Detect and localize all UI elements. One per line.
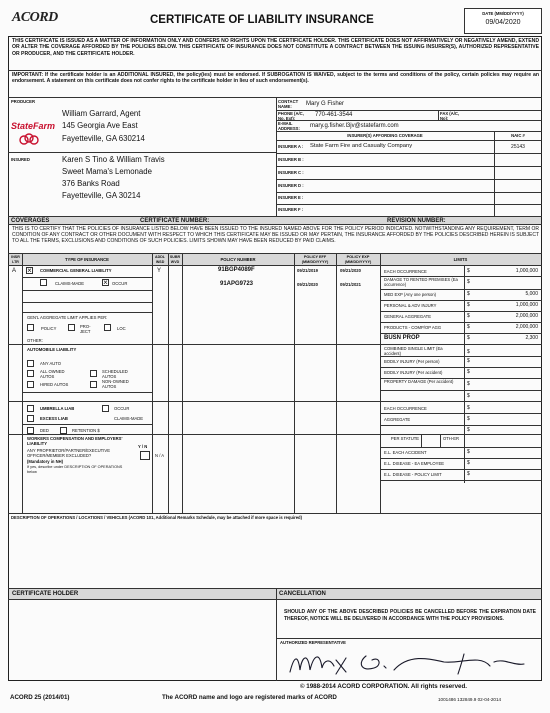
date-box [464, 8, 542, 34]
contact-name-label: CONTACT NAME: [278, 99, 299, 109]
project-checkbox[interactable] [68, 324, 75, 331]
occur-label: OCCUR [112, 281, 128, 286]
naic-label: NAIC # [511, 133, 525, 138]
authorized-signature [284, 646, 532, 680]
retention-checkbox[interactable] [60, 427, 67, 434]
phone-label: PHONE (A/C, No, Ext): [278, 111, 304, 121]
gl-limit-value: 2,000,000 [515, 324, 538, 330]
certificate-page: ACORD CERTIFICATE OF LIABILITY INSURANCE DATE (MM/DD/YYYY) 09/04/2020 THIS CERTIFICATE IS ISSUED AS A MATTER OF INFORMATION ONLY AND CONFERS NO RIGHTS UPON THE CERTIFICATE HOLDER. THIS CERTIFICATE DOES NOT AFFIRMATIVELY OR NEGATIVELY AMEND, EXTEND OR ALTER THE COVERAGE AFFORDED BY THE POLICIES BELOW. THIS CERTIFICATE OF INSURANCE DOES NOT CONSTITUTE A CONTRACT BETWEEN THE ISSUING INSURER(S), AUTHORIZED REPRESENTATIVE OR PRODUCER, AND THE CERTIFICATE HOLDER. IMPORTANT: If the certificate holder is an ADDITIONAL INSURED, the policy(ies) must be endorsed. If SUBROGATION IS WAIVED, subject to the terms and conditions of the policy, certain policies may require an endorsement. A statement on this certificate does not confer rights to the certificate holder in lieu of such endorsement(s). PRODUCER StateFarm William Garrard, Agent 145 Georgia Ave East Fayetteville, GA 630214 CONTACT NAME: Mary G Fisher PHONE (A/C, No, Ext): 770-461-3544 FAX (A/C, No): E-MAIL ADDRESS: mary.g.fisher.l3jv@statefarm.com INSURER(S) AFFORDING COVERAGE NAIC # INSURER A : State Farm Fire and Casualty Company 25143 INSURER B : INSURER C : INSURER D : INSURER E : INSURER F : INSURED Karen S Tino & William Travis Sweet Mama's Lemonade 376 Banks Road Fayetteville, GA 30214 COVERAGES CERTIFICATE NUMBER: REVISION NUMBER: THIS IS TO CERTIFY THAT THE POLICIES OF INSURANCE LISTED BELOW HAVE BEEN ISSUED TO THE INSURED NAMED ABOVE FOR THE POLICY PERIOD INDICATED. NOTWITHSTANDING ANY REQUIREMENT, TERM OR CONDITION OF ANY CONTRACT OR OTHER DOCUMENT WITH RESPECT TO WHICH THIS CERTIFICATE MAY BE ISSUED OR MAY PERTAIN, THE INSURANCE AFFORDED BY THE POLICIES DESCRIBED HEREIN IS SUBJECT TO ALL THE TERMS, EXCLUSIONS AND CONDITIONS OF SUCH POLICIES. LIMITS SHOWN MAY HAVE BEEN REDUCED BY PAID CLAIMS. INSR LTR TYPE OF INSURANCE ADDL INSD SUBR WVD POLICY NUMBER POLICY EFF (MM/DD/YYYY) POLICY EXP (MM/DD/YYYY) LIMITS A × COMMERCIAL GENERAL LIABILITY CLAIMS-MADE × OCCUR GEN'L AGGREGATE LIMIT APPLIES PER: POLICY PRO-JECT LOC OTHER: Y 91BGP4089F 09/21/2019 09/21/2020 91APG9723 09/21/2020 09/21/2021 EACH OCCURRENCE $ 1,000,000 DAMAGE TO RENTED PREMISES (Ea occurrence) $ MED EXP (Any one person) $ 5,000 PERSONAL & ADV INJURY $ 1,000,000 GENERAL AGGREGATE $ 2,000,000 PRODUCTS - COMP/OP AGG $ 2,000,000 BUSN PROP $ 2,300 AUTOMOBILE LIABILITY ANY AUTO ALL OWNED AUTOS SCHEDULED AUTOS HIRED AUTOS NON-OWNED AUTOS COMBINED SINGLE LIMIT (Ea accident) $ BODILY INJURY (Per person) $ BODILY INJURY (Per accident) $ PROPERTY DAMAGE (Per accident) $ $ UMBRELLA LIAB OCCUR EXCESS LIAB CLAIMS-MADE DED RETENTION $ EACH OCCURRENCE $ AGGREGATE $ $ WORKERS COMPENSATION AND EMPLOYERS' LIABILITY Y / N ANY PROPRIETOR/PARTNER/EXECUTIVE OFFICER/MEMBER EXCLUDED? (Mandatory in NH) If yes, describe under DESCRIPTION OF OPERATIONS below N / A PER STATUTE OTH-ER E.L. EACH ACCIDENT $ E.L. DISEASE - EA EMPLOYEE $ E.L. DISEASE - POLICY LIMIT $ DESCRIPTION OF OPERATIONS / LOCATIONS / VEHICLES (ACORD 101, Additional Remarks Schedule, may be attached if more space is required) CERTIFICATE HOLDER CANCELLATION SHOULD ANY OF THE ABOVE DESCRIBED POLICIES BE CANCELLED BEFORE THE EXPIRATION DATE THEREOF, NOTICE WILL BE DELIVERED IN ACCORDANCE WITH THE POLICY PROVISIONS. AUTHORIZED REPRESENTATIVE © 1988-2014 ACORD CORPORATION. All rights reserved. ACORD 25 (2014/01) The ACORD name and logo are registered marks of ACORD 1001486 132849.9 02-04-2014 [0, 0, 550, 713]
insurer-e-label: INSURER E : [278, 195, 304, 200]
producer-line-1: William Garrard, Agent [62, 109, 141, 118]
insurer-c-label: INSURER C : [278, 170, 304, 175]
umbrella-occur-label: OCCUR [114, 406, 130, 411]
retention-label: RETENTION $ [72, 428, 100, 433]
gl-checkbox[interactable]: × [27, 266, 32, 275]
workers-desc: ANY PROPRIETOR/PARTNER/EXECUTIVE OFFICER/MEMBER EXCLUDED? [27, 448, 110, 458]
gl-limit-value: 1,000,000 [515, 268, 538, 274]
umbrella-limit-label: AGGREGATE [384, 417, 411, 422]
gl-policy-1: 91BGP4089F [218, 267, 255, 273]
holder-label: CERTIFICATE HOLDER [12, 591, 79, 597]
form-code: 1001486 132849.9 02-04-2014 [438, 697, 502, 702]
umbrella-limit-label: EACH OCCURRENCE [384, 406, 427, 411]
workers-mandatory: (Mandatory in NH) [27, 459, 64, 464]
cert-number-label: CERTIFICATE NUMBER: [140, 218, 210, 224]
insured-line-4: Fayetteville, GA 30214 [62, 191, 141, 200]
gl-policy-2: 91APG9723 [220, 281, 254, 287]
insured-line-2: Sweet Mama's Lemonade [62, 167, 152, 176]
coverages-label: COVERAGES [11, 218, 50, 224]
intro-notice: THIS CERTIFICATE IS ISSUED AS A MATTER OF INFORMATION ONLY AND CONFERS NO RIGHTS UPON THE CERTIFICATE HOLDER. THIS CERTIFICATE DOES NOT AFFIRMATIVELY OR NEGATIVELY AMEND, EXTEND OR ALTER THE COVERAGE AFFORDED BY THE POLICIES BELOW. THIS CERTIFICATE OF INSURANCE DOES NOT CONSTITUTE A CONTRACT BETWEEN THE ISSUING INSURER(S), AUTHORIZED REPRESENTATIVE OR PRODUCER, AND THE CERTIFICATE HOLDER. [12, 38, 539, 57]
loc-checkbox[interactable] [104, 324, 111, 331]
producer-line-2: 145 Georgia Ave East [62, 121, 138, 130]
gl-limit-label: EACH OCCURRENCE [384, 269, 427, 274]
gl-limit-value: 5,000 [525, 291, 538, 297]
gl-limit-label: GENERAL AGGREGATE [384, 314, 432, 319]
col-subr: SUBR WVD [169, 255, 181, 264]
loc-opt: LOC [117, 326, 126, 331]
insurer-d-label: INSURER D : [278, 183, 304, 188]
gl-label: COMMERCIAL GENERAL LIABILITY [40, 268, 112, 273]
statefarm-logo: StateFarm [11, 121, 56, 131]
scheduled-label: SCHEDULED AUTOS [102, 369, 128, 379]
email-value: mary.g.fisher.l3jv@statefarm.com [310, 123, 399, 129]
policy-checkbox[interactable] [27, 324, 34, 331]
col-type: TYPE OF INSURANCE [65, 257, 109, 262]
description-label: DESCRIPTION OF OPERATIONS / LOCATIONS / VEHICLES (ACORD 101, Additional Remarks Schedule, may be attached if more space is required) [11, 515, 303, 520]
workers-na: N / A [155, 453, 165, 458]
gl-exp-2: 09/21/2021 [340, 282, 361, 287]
auto-limit-label: PROPERTY DAMAGE (Per accident) [384, 379, 454, 384]
gen-agg-label: GEN'L AGGREGATE LIMIT APPLIES PER: [27, 315, 108, 320]
claims-made-checkbox[interactable] [40, 279, 47, 286]
form-number: ACORD 25 (2014/01) [10, 694, 70, 701]
revision-number-label: REVISION NUMBER: [387, 218, 446, 224]
umbrella-claims-made-label: CLAIMS-MADE [114, 416, 144, 421]
copyright: © 1988-2014 ACORD CORPORATION. All rights reserved. [300, 683, 467, 690]
insurer-a-name: State Farm Fire and Casualty Company [310, 143, 413, 149]
producer-label: PRODUCER [11, 99, 35, 104]
oth-er-label: OTH-ER [442, 436, 460, 441]
insurers-header: INSURER(S) AFFORDING COVERAGE [347, 133, 423, 138]
workers-limit-label: E.L. EACH ACCIDENT [384, 450, 427, 455]
any-auto-checkbox[interactable] [27, 360, 34, 367]
workers-yn: Y / N [138, 444, 148, 449]
col-eff: POLICY EFF (MM/DD/YYYY) [301, 255, 329, 264]
scheduled-checkbox[interactable] [90, 370, 97, 377]
workers-limit-label: E.L. DISEASE - EA EMPLOYEE [384, 461, 445, 466]
claims-made-label: CLAIMS-MADE [55, 281, 85, 286]
occur-checkbox[interactable]: × [103, 278, 108, 287]
gl-limit-value: 2,000,000 [515, 313, 538, 319]
trademark: The ACORD name and logo are registered marks of ACORD [162, 694, 337, 701]
gl-limit-value: 1,000,000 [515, 302, 538, 308]
contact-name: Mary G Fisher [306, 101, 345, 107]
ded-label: DED [40, 428, 49, 433]
cancellation-label: CANCELLATION [279, 591, 326, 597]
workers-describe: If yes, describe under DESCRIPTION OF OPERATIONS below [27, 465, 123, 474]
hired-label: HIRED AUTOS [40, 382, 69, 387]
umbrella-occur-checkbox[interactable] [102, 405, 109, 412]
insurer-a-label: INSURER A : [278, 144, 304, 149]
excess-label: EXCESS LIAB [40, 416, 68, 421]
gl-exp-1: 09/21/2020 [340, 268, 361, 273]
gl-limit-value: 2,300 [525, 335, 538, 341]
col-exp: POLICY EXP (MM/DD/YYYY) [344, 255, 372, 264]
gl-limit-label: PRODUCTS - COMP/OP AGG [384, 325, 442, 330]
col-ltr: INSR LTR [11, 255, 20, 264]
ded-checkbox[interactable] [27, 427, 34, 434]
project-opt: PRO-JECT [80, 324, 91, 334]
auto-label: AUTOMOBILE LIABILITY [27, 347, 77, 352]
cancellation-text: SHOULD ANY OF THE ABOVE DESCRIBED POLICIES BE CANCELLED BEFORE THE EXPIRATION DATE THEREOF, NOTICE WILL BE DELIVERED IN ACCORDANCE WITH THE POLICY PROVISIONS. [284, 609, 536, 622]
gl-limit-label: BUSN PROP [384, 335, 420, 341]
col-limits: LIMITS [453, 257, 468, 262]
form-title: CERTIFICATE OF LIABILITY INSURANCE [150, 14, 374, 26]
gl-eff-1: 09/21/2019 [297, 268, 318, 273]
excess-checkbox[interactable] [27, 415, 34, 422]
insurer-b-label: INSURER B : [278, 157, 304, 162]
all-owned-checkbox[interactable] [27, 370, 34, 377]
insured-line-3: 376 Banks Road [62, 179, 120, 188]
producer-line-3: Fayetteville, GA 630214 [62, 134, 145, 143]
coverage-statement: THIS IS TO CERTIFY THAT THE POLICIES OF INSURANCE LISTED BELOW HAVE BEEN ISSUED TO THE INSURED NAMED ABOVE FOR THE POLICY PERIOD INDICATED. NOTWITHSTANDING ANY REQUIREMENT, TERM OR CONDITION OF ANY CONTRACT OR OTHER DOCUMENT WITH RESPECT TO WHICH THIS CERTIFICATE MAY BE ISSUED OR MAY PERTAIN, THE INSURANCE AFFORDED BY THE POLICIES DESCRIBED HEREIN IS SUBJECT TO ALL THE TERMS, EXCLUSIONS AND CONDITIONS OF SUCH POLICIES. LIMITS SHOWN MAY HAVE BEEN REDUCED BY PAID CLAIMS. [12, 226, 539, 245]
auto-limit-label: BODILY INJURY (Per accident) [384, 370, 443, 375]
insurer-f-label: INSURER F : [278, 207, 304, 212]
hired-checkbox[interactable] [27, 381, 34, 388]
gl-addl: Y [157, 268, 162, 274]
any-auto-label: ANY AUTO [40, 361, 62, 366]
date-label: DATE (MM/DD/YYYY) [482, 11, 524, 16]
non-owned-checkbox[interactable] [90, 381, 97, 388]
other-label: OTHER: [27, 338, 43, 343]
gl-eff-2: 09/21/2020 [297, 282, 318, 287]
per-statute-label: PER STATUTE [390, 436, 420, 441]
important-notice: IMPORTANT: If the certificate holder is an ADDITIONAL INSURED, the policy(ies) must be endorsed. If SUBROGATION IS WAIVED, subject to the terms and conditions of the policy, certain policies may require an endorsement. A statement on this certificate does not confer rights to the certificate holder in lieu of such endorsement(s). [12, 72, 539, 85]
date-value: 09/04/2020 [485, 19, 521, 26]
statefarm-ovals-icon [18, 133, 40, 145]
workers-label: WORKERS COMPENSATION AND EMPLOYERS' LIABILITY [27, 436, 123, 446]
fax-label: FAX (A/C, No): [440, 111, 460, 121]
policy-opt: POLICY [41, 326, 57, 331]
umbrella-label: UMBRELLA LIAB [40, 406, 75, 411]
email-label: E-MAIL ADDRESS: [278, 121, 300, 131]
gl-limit-label: PERSONAL & ADV INJURY [384, 303, 437, 308]
auth-rep-label: AUTHORIZED REPRESENTATIVE [280, 640, 346, 645]
insured-line-1: Karen S Tino & William Travis [62, 155, 165, 164]
insurer-a-naic: 25143 [511, 144, 525, 150]
phone-value: 770-461-3544 [315, 112, 353, 118]
workers-limit-label: E.L. DISEASE - POLICY LIMIT [384, 472, 442, 477]
umbrella-checkbox[interactable] [27, 405, 34, 412]
workers-yn-box[interactable] [140, 451, 150, 460]
col-addl: ADDL INSD [155, 255, 165, 264]
gl-ltr: A [12, 268, 17, 274]
insured-label: INSURED [11, 157, 30, 162]
col-policy: POLICY NUMBER [220, 257, 256, 262]
acord-logo: ACORD [12, 10, 58, 25]
auto-limit-label: COMBINED SINGLE LIMIT (Ea accident) [384, 346, 443, 356]
non-owned-label: NON-OWNED AUTOS [102, 379, 129, 389]
all-owned-label: ALL OWNED AUTOS [40, 369, 65, 379]
gl-limit-label: DAMAGE TO RENTED PREMISES (Ea occurrence) [384, 277, 458, 287]
auto-limit-label: BODILY INJURY (Per person) [384, 359, 440, 364]
gl-limit-label: MED EXP (Any one person) [384, 292, 437, 297]
